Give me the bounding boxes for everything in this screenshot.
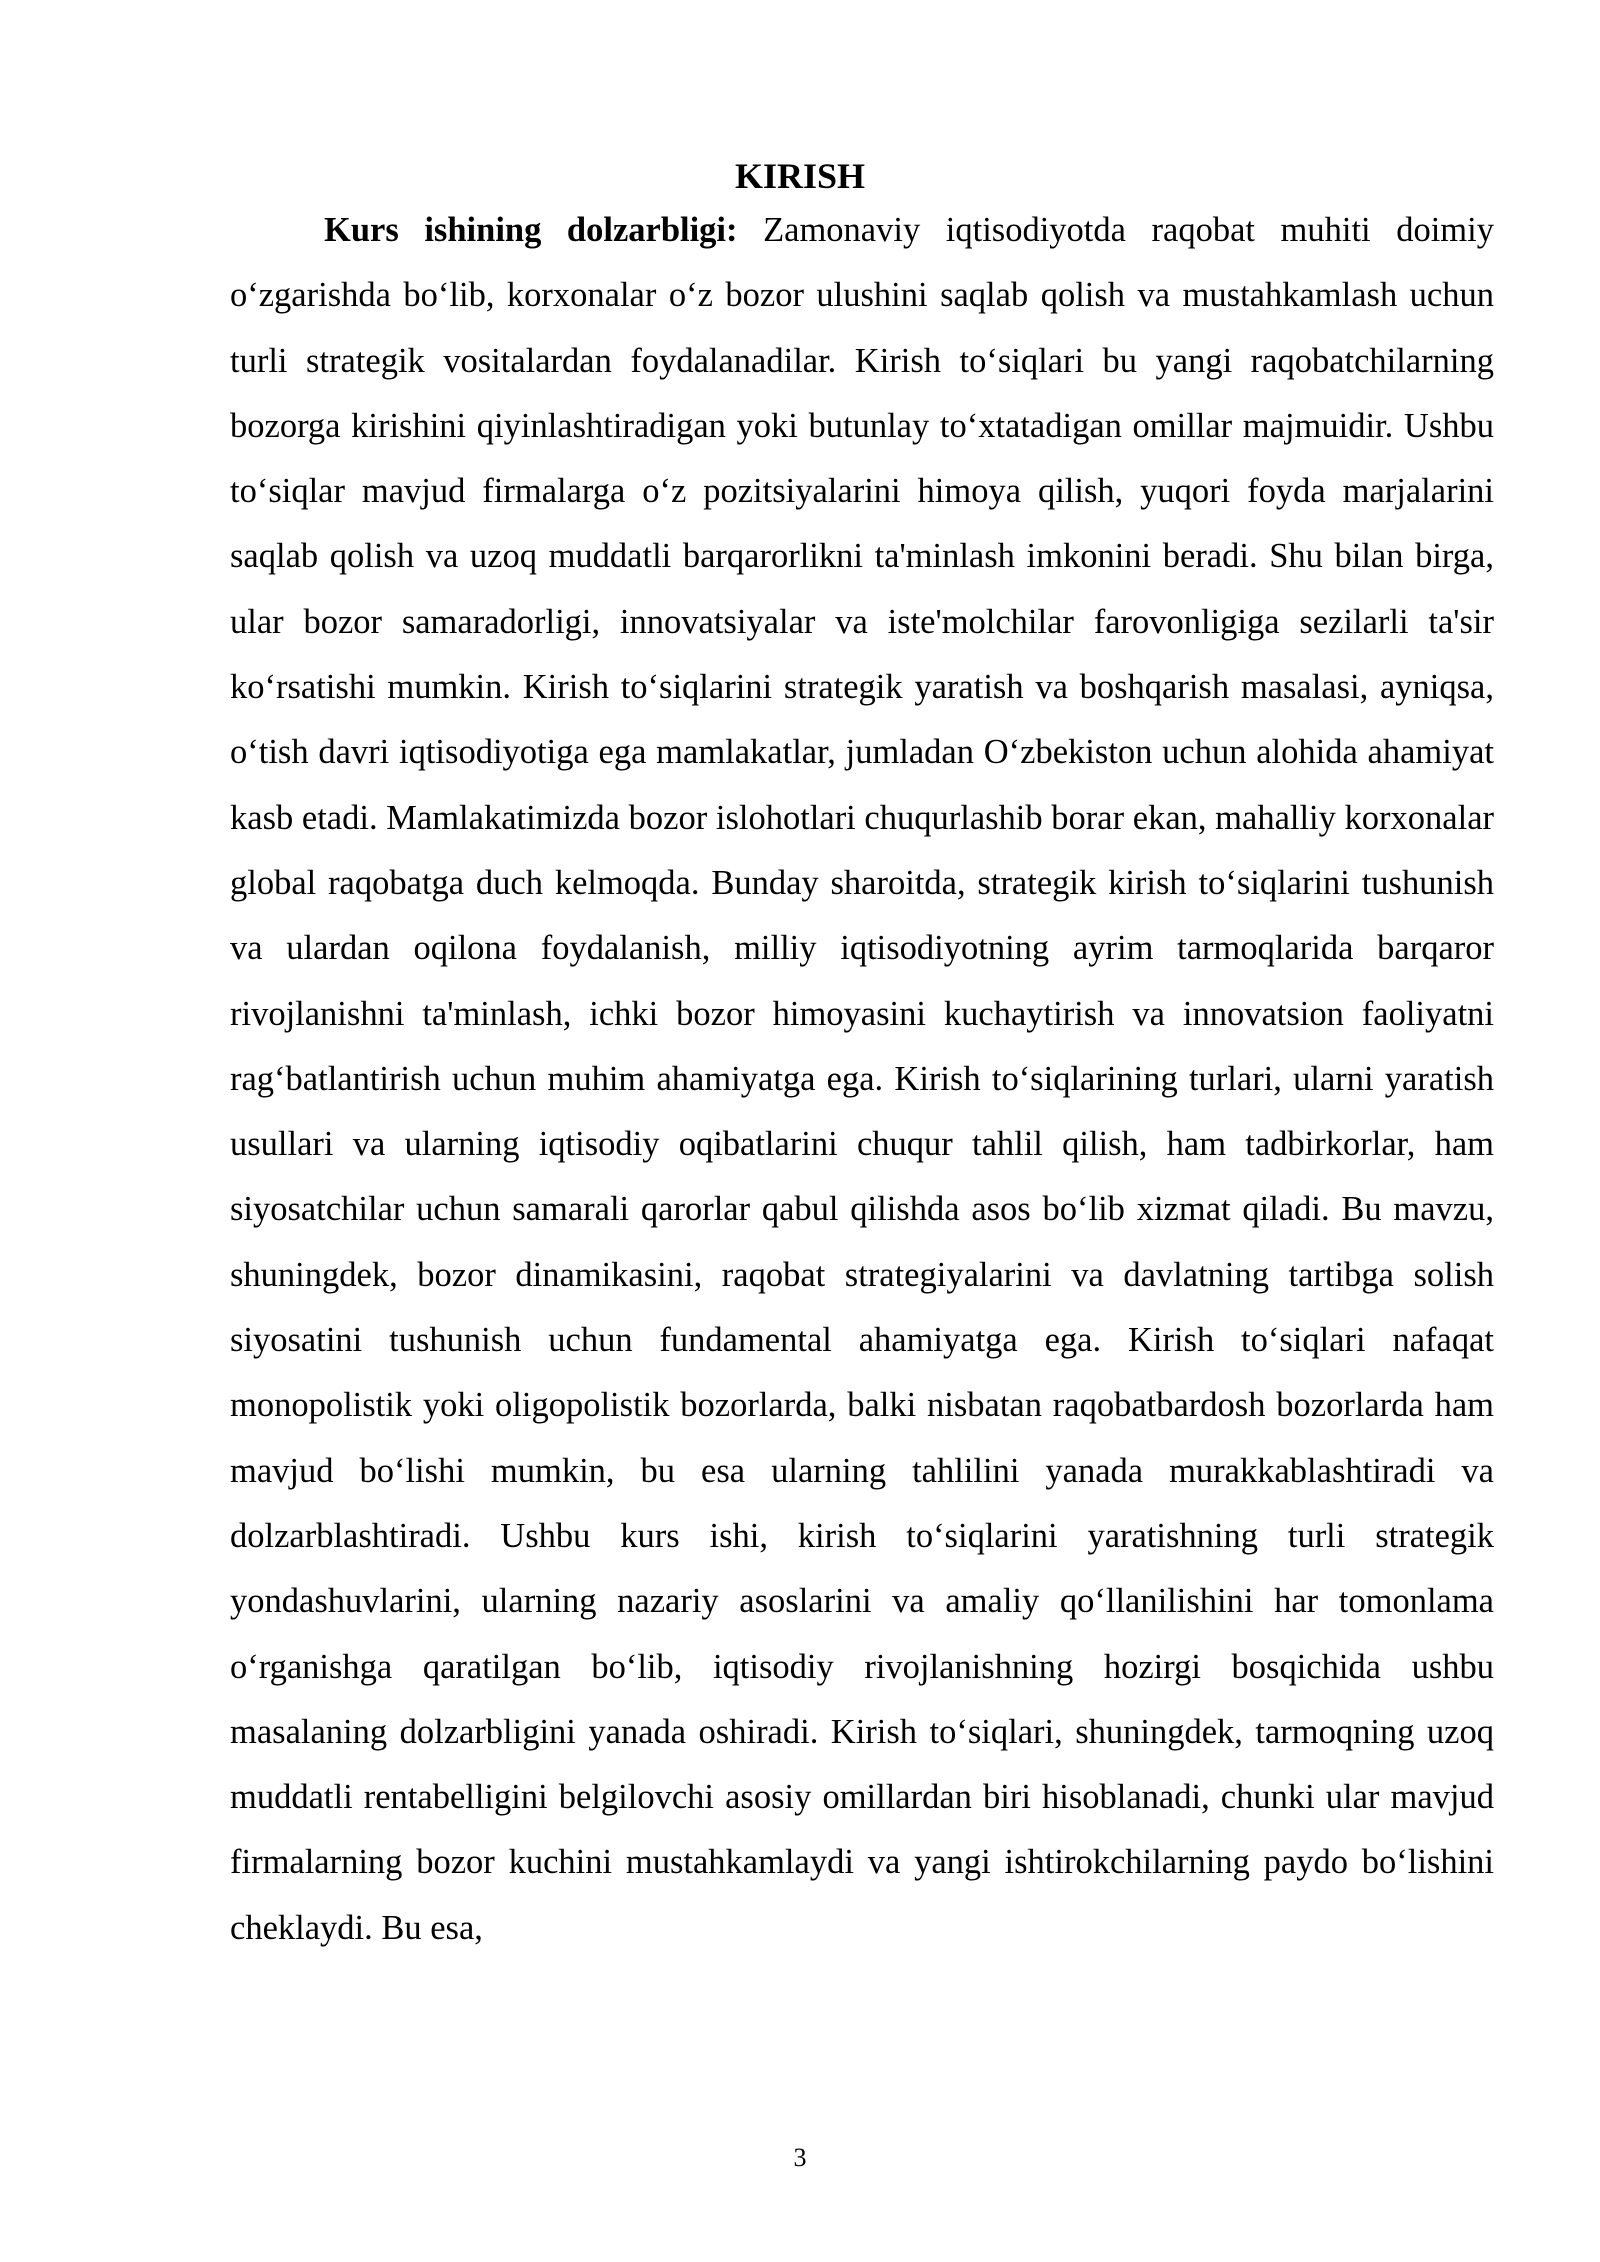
section-heading: KIRISH (734, 156, 866, 196)
paragraph-body: Zamonaviy iqtisodiyotda raqobat muhiti doimiy oʻzgarishda boʻlib, korxonalar oʻz bozor ulushini saqlab qolish va mustahkamlash uchun turli strategik vositalardan foydalanadilar. Kirish toʻsiqlari bu yangi raqobatchilarning bozorga kirishini qiyinlashtiradigan yoki butunlay toʻxtatadigan omillar majmuidir. Ushbu toʻsiqlar mavjud firmalarga oʻz pozitsiyalarini himoya qilish, yuqori foyda marjalarini saqlab qolish va uzoq muddatli barqarorlikni ta'minlash imkonini beradi. Shu bilan birga, ular bozor samaradorligi, innovatsiyalar va iste'molchilar farovonligiga sezilarli ta'sir koʻrsatishi mumkin. Kirish toʻsiqlarini strategik yaratish va boshqarish masalasi, ayniqsa, oʻtish davri iqtisodiyotiga ega mamlakatlar, jumladan Oʻzbekiston uchun alohida ahamiyat kasb etadi. Mamlakatimizda bozor islohotlari chuqurlashib borar ekan, mahalliy korxonalar global raqobatga duch kelmoqda. Bunday sharoitda, strategik kirish toʻsiqlarini tushunish va ulardan oqilona foydalanish, milliy iqtisodiyotning ayrim tarmoqlarida barqaror rivojlanishni ta'minlash, ichki bozor himoyasini kuchaytirish va innovatsion faoliyatni ragʻbatlantirish uchun muhim ahamiyatga ega. Kirish toʻsiqlarining turlari, ularni yaratish usullari va ularning iqtisodiy oqibatlarini chuqur tahlil qilish, ham tadbirkorlar, ham siyosatchilar uchun samarali qarorlar qabul qilishda asos boʻlib xizmat qiladi. Bu mavzu, shuningdek, bozor dinamikasini, raqobat strategiyalarini va davlatning tartibga solish siyosatini tushunish uchun fundamental ahamiyatga ega. Kirish toʻsiqlari nafaqat monopolistik yoki oligopolistik bozorlarda, balki nisbatan raqobatbardosh bozorlarda ham mavjud boʻlishi mumkin, bu esa ularning tahlilini yanada murakkablashtiradi va dolzarblashtiradi. Ushbu kurs ishi, kirish toʻsiqlarini yaratishning turli strategik yondashuvlarini, ularning nazariy asoslarini va amaliy qoʻllanilishini har tomonlama oʻrganishga qaratilgan boʻlib, iqtisodiy rivojlanishning hozirgi bosqichida ushbu masalaning dolzarbligini yanada oshiradi. Kirish toʻsiqlari, shuningdek, tarmoqning uzoq muddatli rentabelligini belgilovchi asosiy omillardan biri hisoblanadi, chunki ular mavjud firmalarning bozor kuchini mustahkamlaydi va yangi ishtirokchilarning paydo boʻlishini cheklaydi. Bu esa, (230, 211, 1494, 1947)
paragraph-lead: Kurs ishining dolzarbligi: (324, 211, 738, 249)
page-number: 3 (793, 2143, 807, 2172)
body-paragraph (230, 198, 1494, 1961)
